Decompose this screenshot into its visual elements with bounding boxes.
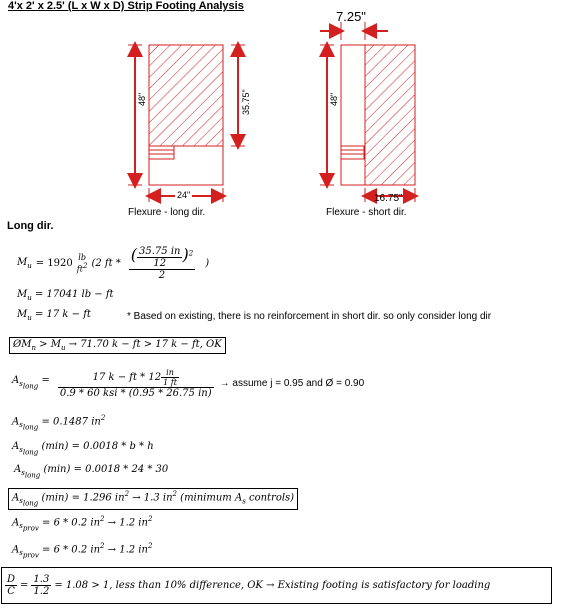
page-title: 4'x 2' x 2.5' (L x W x D) Strip Footing Analysis	[8, 0, 244, 12]
as-prov-1: $A_{s_{prov}} = 6 * 0.2$ $in^2 \to 1.2$ $in^2$	[12, 515, 153, 533]
section-heading: Long dir.	[7, 220, 54, 232]
footing-diagrams	[0, 0, 566, 222]
depth-label: 35.75"	[241, 89, 251, 115]
bottom-dim-label: 16.75"	[374, 193, 403, 204]
rebar-icon	[149, 146, 174, 159]
phimn-check: $ØM_n > M_u \to 71.70$ k − ft > 17 k − ft, OK	[9, 337, 226, 354]
as-min-2: $A_{s_{long}}$ (min) = 0.0018 * 24 * 30	[14, 464, 169, 480]
mu-equation-2: $M_u = 17041$ lb − ft	[17, 289, 114, 302]
mu-equation-1: $M_u$ = 1920 lb $ft^2$ (2 ft * ( $\frac{35.75 in}{12}$ )$^2$ 2 )	[17, 245, 210, 281]
long-hatch	[149, 45, 223, 146]
short-caption: Flexure - short dir.	[326, 207, 407, 218]
as-min-3: $A_{s_{long}}$ (min) = 1.296 $in^2 \to 1.3$ $in^2$ (minimum $A_s$ controls)	[8, 488, 298, 510]
long-caption: Flexure - long dir.	[128, 207, 206, 218]
mu-equation-3: $M_u = 17$ k − ft	[17, 309, 91, 322]
as-min-1: $A_{s_{long}}$ (min) = 0.0018 * b * h	[12, 441, 154, 457]
short-hatch	[365, 45, 415, 185]
long-dir-diagram	[128, 45, 245, 202]
short-dir-diagram	[320, 22, 415, 202]
dc-check: $\frac{D}{C}$ = $\frac{1.3}{1.2}$ = 1.08 > 1, less than 10% difference, OK → Existing footing is satisfactory for loading	[1, 567, 552, 604]
as-prov-2: $A_{s_{prov}} = 6 * 0.2$ $in^2 \to 1.2$ $in^2$	[12, 542, 153, 560]
as-long-equation: $A_{s_{long}}$ = 17 k − ft * 12 $\frac{in}{1 ft}$ 0.9 * 60 ksi * (0.95 * 26.75 in) → assume j = 0.95 and Ø = 0.90	[12, 367, 365, 399]
height-label: 48"	[137, 92, 147, 106]
top-dim-label: 7.25"	[336, 9, 366, 24]
note-text: * Based on existing, there is no reinforcement in short dir. so only consider long dir	[127, 311, 492, 322]
rebar-icon-short	[341, 146, 364, 159]
as-long-result: $A_{s_{long}} = 0.1487$ $in^2$	[12, 414, 106, 432]
width-label: 24"	[177, 190, 191, 200]
short-height-label: 48"	[329, 92, 339, 106]
